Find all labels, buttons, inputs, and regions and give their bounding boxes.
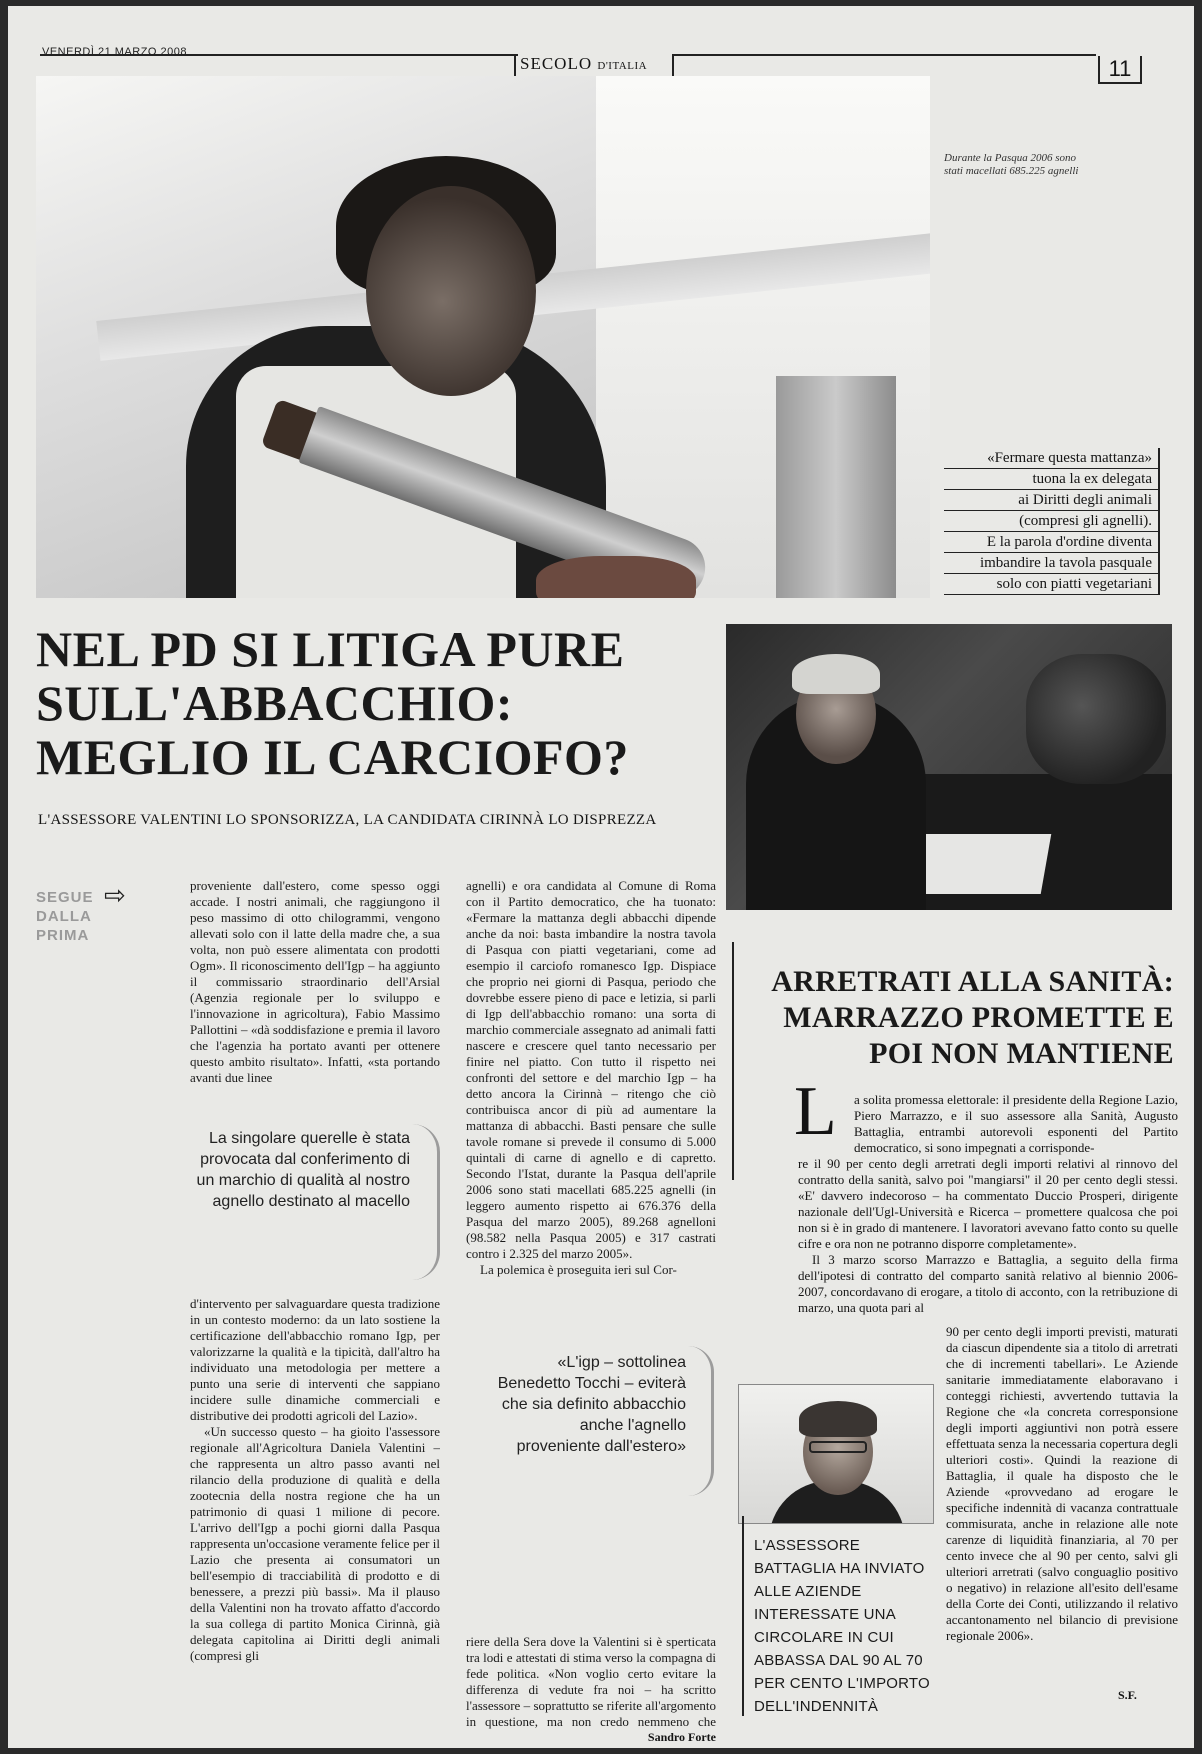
continued-line: PRIMA: [36, 927, 90, 944]
masthead-name-suffix: D'ITALIA: [597, 60, 648, 72]
quote-line: tuona la ex delegata: [944, 469, 1160, 490]
masthead-date: VENERDÌ 21 MARZO 2008: [42, 46, 187, 58]
masthead-title: [520, 54, 647, 74]
arrow-right-icon: ⇨: [104, 881, 126, 911]
caption-rule: [742, 1516, 744, 1716]
pull-quote-2: «L'igp – sottolinea Benedetto Tocchi – eviterà che sia definito abbacchio anche l'agnello proveniente dall'estero»: [497, 1354, 686, 1455]
article-column-2-top: [466, 878, 716, 1324]
drop-cap: L: [794, 1073, 837, 1150]
side-headline: ARRETRATI ALLA SANITÀ: MARRAZZO PROMETTE E POI NON MANTIENE: [771, 965, 1174, 1070]
side-article-paragraph: [798, 1156, 1178, 1316]
quote-line: «Fermare questa mattanza»: [944, 448, 1160, 469]
quote-line: imbandire la tavola pasquale: [944, 553, 1160, 574]
article-column-1-bottom: [190, 1296, 440, 1730]
article-paragraph: d'intervento per salvaguardare questa tradizione in un contesto moderno: da un lato sostiene la certificazione dell'abbacchio romano Igp, per valorizzarne la qualità e la tipicità, dall'altro ha individuato una metodologia per mettere a punto una serie di interventi che sappiano incidere sulle dinamiche commerciali e distributive dei prodotti agricoli del Lazio».: [190, 1296, 440, 1423]
newspaper-page: [8, 6, 1194, 1748]
side-article-column: 90 per cento degli importi previsti, maturati da ciascun dipendente sia a titolo di arretrati che di incrementi tabellari». Le Aziende sanitarie immediatamente elaboravano i conteggi richiesti, avvertendo tuttavia la Regione che «la concreta corresponsione degli importi aggiuntivi non potrà essere effettuata senza la necessaria copertura degli ulteriori costi». Quindi la reazione di Battaglia, il quale ha disposto che le Aziende «provvedano ad erogare le specifiche indennità di vacanza contrattuale commisurata, anche in relazione alle note carenze di liquidità finanziaria, al 70 per cento invece che al 90 per cento, salvi gli ulteriori arretrati (salvo conguaglio positivo o negativo) in relazione all'esito dell'esame della Corte dei Conti, utilizzando il relativo accantonamento nel bilancio di previsione regionale 2006».: [946, 1324, 1178, 1643]
main-subhead: L'ASSESSORE VALENTINI LO SPONSORIZZA, LA CANDIDATA CIRINNÀ LO DISPREZZA: [38, 812, 657, 828]
photo-caption: Durante la Pasqua 2006 sono stati macellati 685.225 agnelli: [944, 152, 1079, 177]
brace-decoration: [688, 1346, 714, 1496]
main-headline: NEL PD SI LITIGA PURE SULL'ABBACCHIO: MEGLIO IL CARCIOFO?: [36, 621, 629, 785]
continued-line: SEGUE: [36, 889, 94, 906]
quote-line: solo con piatti vegetariani: [944, 574, 1160, 595]
press-conference-photo: [726, 624, 1172, 910]
side-article-text: re il 90 per cento degli arretrati degli importi relativi al rinnovo del contratto della sanità, salvo poi "mangiarsi" il 20 per cento degli stessi. «E' davvero indecoroso – ha commentato Duccio Prosperi, dirigente nazionale dell'Ugl-Università e Ricerca – promettere qualcosa che poi non si è in grado di mantenere. I lavoratori avevano fatto conto su quelle cifre e ora non ne potranno disporre completamente».: [798, 1156, 1178, 1251]
continued-line: DALLA: [36, 908, 92, 925]
boxed-quote: [944, 448, 1160, 595]
masthead-rule-right: [674, 54, 1096, 56]
continued-label: [36, 888, 94, 945]
article-paragraph: La polemica è proseguita ieri sul Cor-: [480, 1262, 677, 1277]
quote-line: (compresi gli agnelli).: [944, 511, 1160, 532]
article-column-1-top: [190, 878, 440, 1116]
masthead-divider: [672, 54, 674, 76]
page-number: 11: [1098, 56, 1142, 84]
side-article-signature: S.F.: [1118, 1688, 1137, 1702]
article-paragraph: proveniente dall'estero, come spesso oggi accade. I nostri animali, che raggiungono il peso massimo di otto chilogrammi, vengono allevati solo con il latte della madre che, a sua volta, non può essere alimentata con prodotti Ogm». Il riconoscimento dell'Igp – ha aggiunto il commissario straordinario dell'Arsial (Agenzia regionale per lo sviluppo e l'innovazione in agricoltura), Fabio Massimo Pallottini – «dà soddisfazione e premia il lavoro che l'agenzia ha portato avanti per ottenere questo ambito risultato». Infatti, «sta portando avanti due linee: [190, 878, 440, 1085]
battaglia-caption: L'ASSESSORE BATTAGLIA HA INVIATO ALLE AZIENDE INTERESSATE UNA CIRCOLARE IN CUI ABBASSA DAL 90 AL 70 PER CENTO L'IMPORTO DELL'INDENNITÀ: [754, 1537, 930, 1715]
side-article-intro: a solita promessa elettorale: il presidente della Regione Lazio, Piero Marrazzo, e il suo assessore alla Sanità, Augusto Battaglia, entrambi autorevoli esponenti del Partito democratico, si sono impegnati a corrisponde-: [854, 1092, 1178, 1155]
pull-quote-1: La singolare querelle è stata provocata dal conferimento di un marchio di qualità al nostro agnello destinato al macello: [196, 1130, 410, 1210]
brace-decoration: [412, 1124, 440, 1280]
article-signature: Sandro Forte: [647, 1730, 716, 1744]
battaglia-portrait: [738, 1384, 934, 1524]
masthead-divider: [514, 54, 516, 76]
article-column-2-bottom: [466, 1634, 716, 1730]
quote-line: ai Diritti degli animali: [944, 490, 1160, 511]
quote-line: E la parola d'ordine diventa: [944, 532, 1160, 553]
article-paragraph: agnelli) e ora candidata al Comune di Roma con il Partito democratico, che ha tuonato: «Fermare la mattanza degli abbacchi dipende anche da noi: basta imbandire la nostra tavola di Pasqua con piatti vegetariani, come ad esempio il carciofo romanesco Igp. Dispiace che proprio nei giorni di Pasqua, periodo che dovrebbe essere pieno di pace e letizia, si parli di Igp dell'abbacchio romano: una sorta di marchio commerciale assegnato ad animali fatti nascere e crescere quel tanto necessario per finire nel piatto. Con tutto il rispetto nei confronti del settore e del marchio Igp – ha detto ancora la Cirinnà – ritengo che ciò contribuisca ancor di più ad aumentare la mattanza di abbacchi. Basti pensare che sulle tavole romane si prevede il consumo di 5.000 quintali di carne di agnello e di capretto. Secondo l'Istat, durante la Pasqua dell'aprile 2006 sono stati macellati 685.225 agnelli (in leggero aumento rispetto ai 676.376 della Pasqua del marzo 2005), 89.268 agnelloni (98.582 nella Pasqua 2005) e 317 castrati contro i 2.325 del marzo 2005».: [466, 878, 716, 1261]
article-paragraph: riere della Sera dove la Valentini si è sperticata tra lodi e attestati di stima verso la compagna di fede politica. «Non voglio certo evitare la differenza di vedute fra noi – ha scritto l'assessore – soprattutto se riferite all'argomento in questione, ma non credo nemmeno che: [466, 1634, 716, 1729]
side-article-text: Il 3 marzo scorso Marrazzo e Battaglia, a seguito della firma dell'ipotesi di contratto del comparto sanità relativo al biennio 2006-2007, concordavano di erogare, a titolo di acconto, con la retribuzione di marzo, una quota pari al: [798, 1252, 1178, 1315]
butcher-photo: [36, 76, 930, 598]
article-paragraph: «Un successo questo – ha gioito l'assessore regionale all'Agricoltura Daniela Valentini – che rappresenta un altro passo avanti nel rilancio della produzione di qualità e della zootecnia della nostra regione che ha un patrimonio di quasi 1 milione di pecore. L'arrivo dell'Igp a pochi giorni dalla Pasqua rappresenta un'occasione veramente felice per il Lazio che presenta ai consumatori un bell'esempio di tracciabilità di prodotto e di benessere, a prezzi più bassi». Ma il plauso della Valentini non ha trovato affatto d'accordo la sua collega di partito Monica Cirinnà, già delegata capitolina ai Diritti degli animali (compresi gli: [190, 1424, 440, 1663]
masthead-name: SECOLO: [520, 54, 593, 73]
